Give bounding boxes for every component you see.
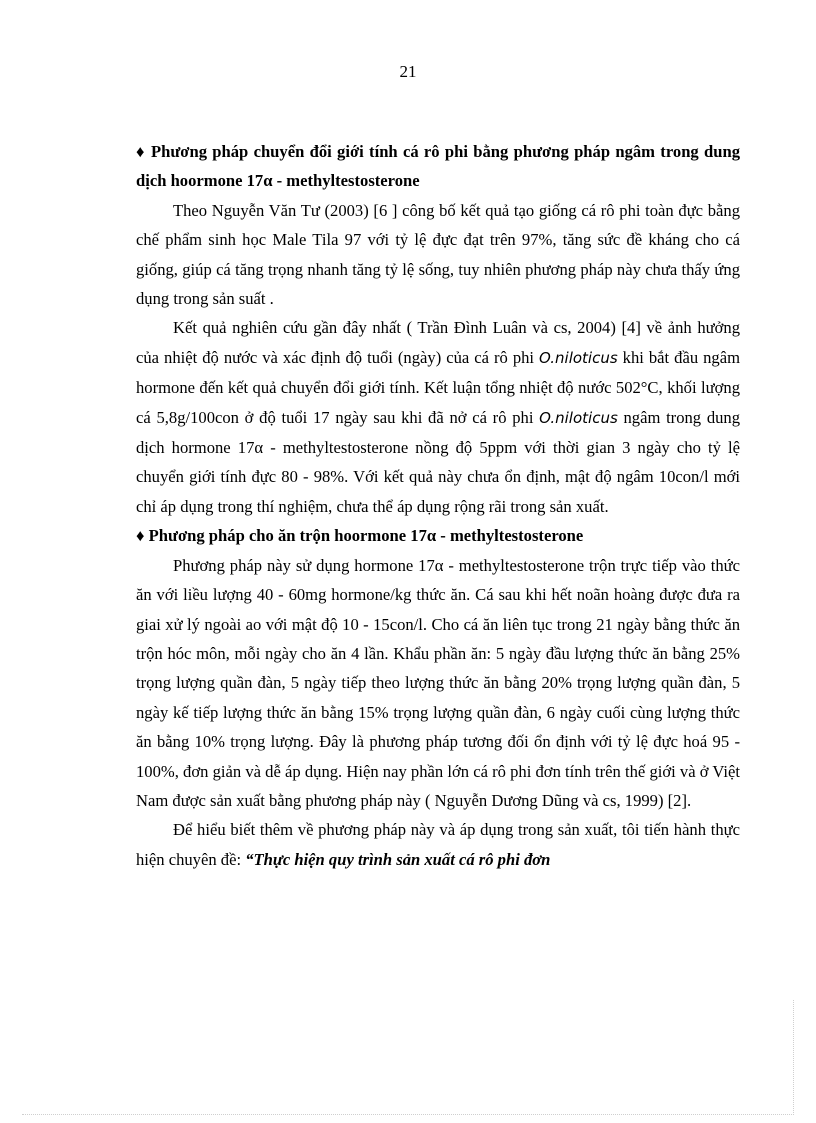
page-border-bottom: [22, 1114, 794, 1115]
paragraph-text: Kết quả nghiên cứu gần đây nhất ( Trần Đình Luân và cs, 2004) [4] về ảnh hưởng của nhiệt độ nước và xác định độ tuổi (ngày) của cá rô phi: [136, 318, 740, 367]
heading-text: Phương pháp chuyển đổi giới tính cá rô phi bằng phương pháp ngâm trong dung dịch hoormone 17α - methyltestosterone: [136, 142, 741, 191]
species-name: O.niloticus: [539, 348, 618, 367]
paragraph-nguyen-van-tu: [136, 196, 740, 314]
paragraph-text: khi bắt đầu ngâm hormone đến kết quả chuyển đổi giới tính. Kết luận tổng nhiệt độ nước 502°C, khối lượng cá 5,8g/100con ở độ tuổi 17 ngày sau khi đã nở cá rô phi: [136, 347, 740, 427]
paragraph-text: Để hiểu biết thêm về phương pháp này và áp dụng trong sản xuất, tôi tiến hành thực hiện chuyên đề:: [136, 820, 740, 869]
species-name: O.niloticus: [539, 408, 618, 427]
paragraph-tran-dinh-luan: [136, 313, 740, 521]
topic-title: “Thực hiện quy trình sản xuất cá rô phi đơn: [245, 849, 551, 869]
document-body: [136, 137, 740, 874]
paragraph-topic: [136, 815, 740, 874]
diamond-bullet-icon: ♦: [136, 526, 145, 546]
diamond-bullet-icon: ♦: [136, 142, 146, 161]
section-heading-feeding: [136, 521, 740, 550]
heading-text: Phương pháp cho ăn trộn hoormone 17α - methyltestosterone: [148, 526, 584, 546]
paragraph-text: Theo Nguyễn Văn Tư (2003) [6 ] công bố kết quả tạo giống cá rô phi toàn đực bằng chế phẩm sinh học Male Tila 97 với tỷ lệ đực đạt trên 97%, tăng sức đề kháng cho cá giống, giúp cá tăng trọng nhanh tăng tỷ lệ sống, tuy nhiên phương pháp này chưa thấy ứng dụng trong sản suất .: [136, 200, 740, 309]
section-heading-immersion: [136, 137, 740, 196]
paragraph-text: Phương pháp này sử dụng hormone 17α - methyltestosterone trộn trực tiếp vào thức ăn với liều lượng 40 - 60mg hormone/kg thức ăn. Cá sau khi hết noãn hoàng được đưa ra giai xử lý ngoài ao với mật độ 10 - 15con/l. Cho cá ăn liên tục trong 21 ngày bằng thức ăn trộn hóc môn, mỗi ngày cho ăn 4 lần. Khẩu phần ăn: 5 ngày đầu lượng thức ăn bằng 25% trọng lượng quần đàn, 5 ngày tiếp theo lượng thức ăn bằng 20% trọng lượng quần đàn, 5 ngày kế tiếp lượng thức ăn bằng 15% trọng lượng quần đàn, 6 ngày cuối cùng lượng thức ăn bằng 10% trọng lượng. Đây là phương pháp tương đối ổn định với tỷ lệ đực hoá 95 - 100%, đơn giản và dễ áp dụng. Hiện nay phần lớn cá rô phi đơn tính trên thế giới và ở Việt Nam được sản xuất bằng phương pháp này ( Nguyễn Dương Dũng và cs, 1999) [2].: [136, 555, 740, 810]
paragraph-text: ngâm trong dung dịch hormone 17α - methyltestosterone nồng độ 5ppm với thời gian 3 ngày cho tỷ lệ chuyển giới tính đực 80 - 98%. Với kết quả này chưa ổn định, mật độ ngâm 10con/l mới chỉ áp dụng trong thí nghiệm, chưa thể áp dụng rộng rãi trong sản xuất.: [136, 407, 741, 516]
paragraph-feeding-method: [136, 551, 740, 816]
page-number: 21: [399, 62, 417, 81]
page-border-right: [793, 1000, 794, 1115]
